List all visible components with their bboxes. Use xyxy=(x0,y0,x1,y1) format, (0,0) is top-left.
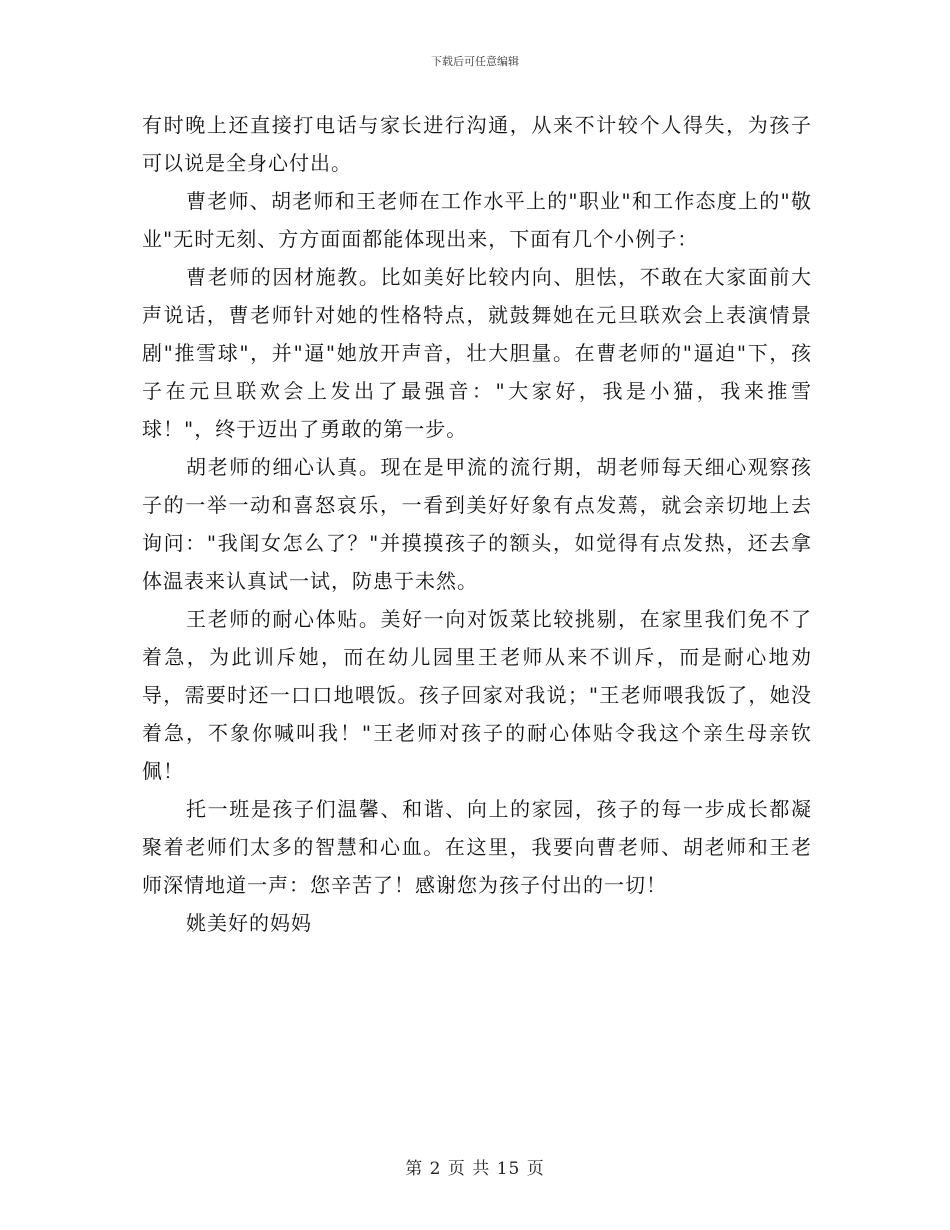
paragraph-teacher-hu: 胡老师的细心认真。现在是甲流的流行期，胡老师每天细心观察孩子的一举一动和喜怒哀乐，一看到美好好象有点发蔫，就会亲切地上去询问："我闺女怎么了？"并摸摸孩子的额头，如觉得有点发热，还去拿体温表来认真试一试，防患于未然。 xyxy=(142,455,812,593)
paragraph-closing: 托一班是孩子们温馨、和谐、向上的家园，孩子的每一步成长都凝聚着老师们太多的智慧和心血。在这里，我要向曹老师、胡老师和王老师深情地道一声：您辛苦了！感谢您为孩子付出的一切！ xyxy=(142,797,812,897)
paragraph-continuation: 有时晚上还直接打电话与家长进行沟通，从来不计较个人得失，为孩子可以说是全身心付出。 xyxy=(142,113,812,175)
page-number-footer: 第 2 页 共 15 页 xyxy=(405,1159,545,1179)
page-header: 下载后可任意编辑 xyxy=(431,55,519,68)
document-body xyxy=(142,106,812,942)
signature-line: 姚美好的妈妈 xyxy=(186,911,312,935)
paragraph-teacher-cao: 曹老师的因材施教。比如美好比较内向、胆怯，不敢在大家面前大声说话，曹老师针对她的性格特点，就鼓舞她在元旦联欢会上表演情景剧"推雪球"，并"逼"她放开声音，壮大胆量。在曹老师的"逼迫"下，孩子在元旦联欢会上发出了最强音："大家好，我是小猫，我来推雪球！"，终于迈出了勇敢的第一步。 xyxy=(142,265,812,441)
paragraph-intro: 曹老师、胡老师和王老师在工作水平上的"职业"和工作态度上的"敬业"无时无刻、方方面面都能体现出来，下面有几个小例子： xyxy=(142,189,812,251)
paragraph-teacher-wang: 王老师的耐心体贴。美好一向对饭菜比较挑剔，在家里我们免不了着急，为此训斥她，而在幼儿园里王老师从来不训斥，而是耐心地劝导，需要时还一口口地喂饭。孩子回家对我说；"王老师喂我饭了，她没着急，不象你喊叫我！"王老师对孩子的耐心体贴令我这个亲生母亲钦佩！ xyxy=(142,607,812,783)
